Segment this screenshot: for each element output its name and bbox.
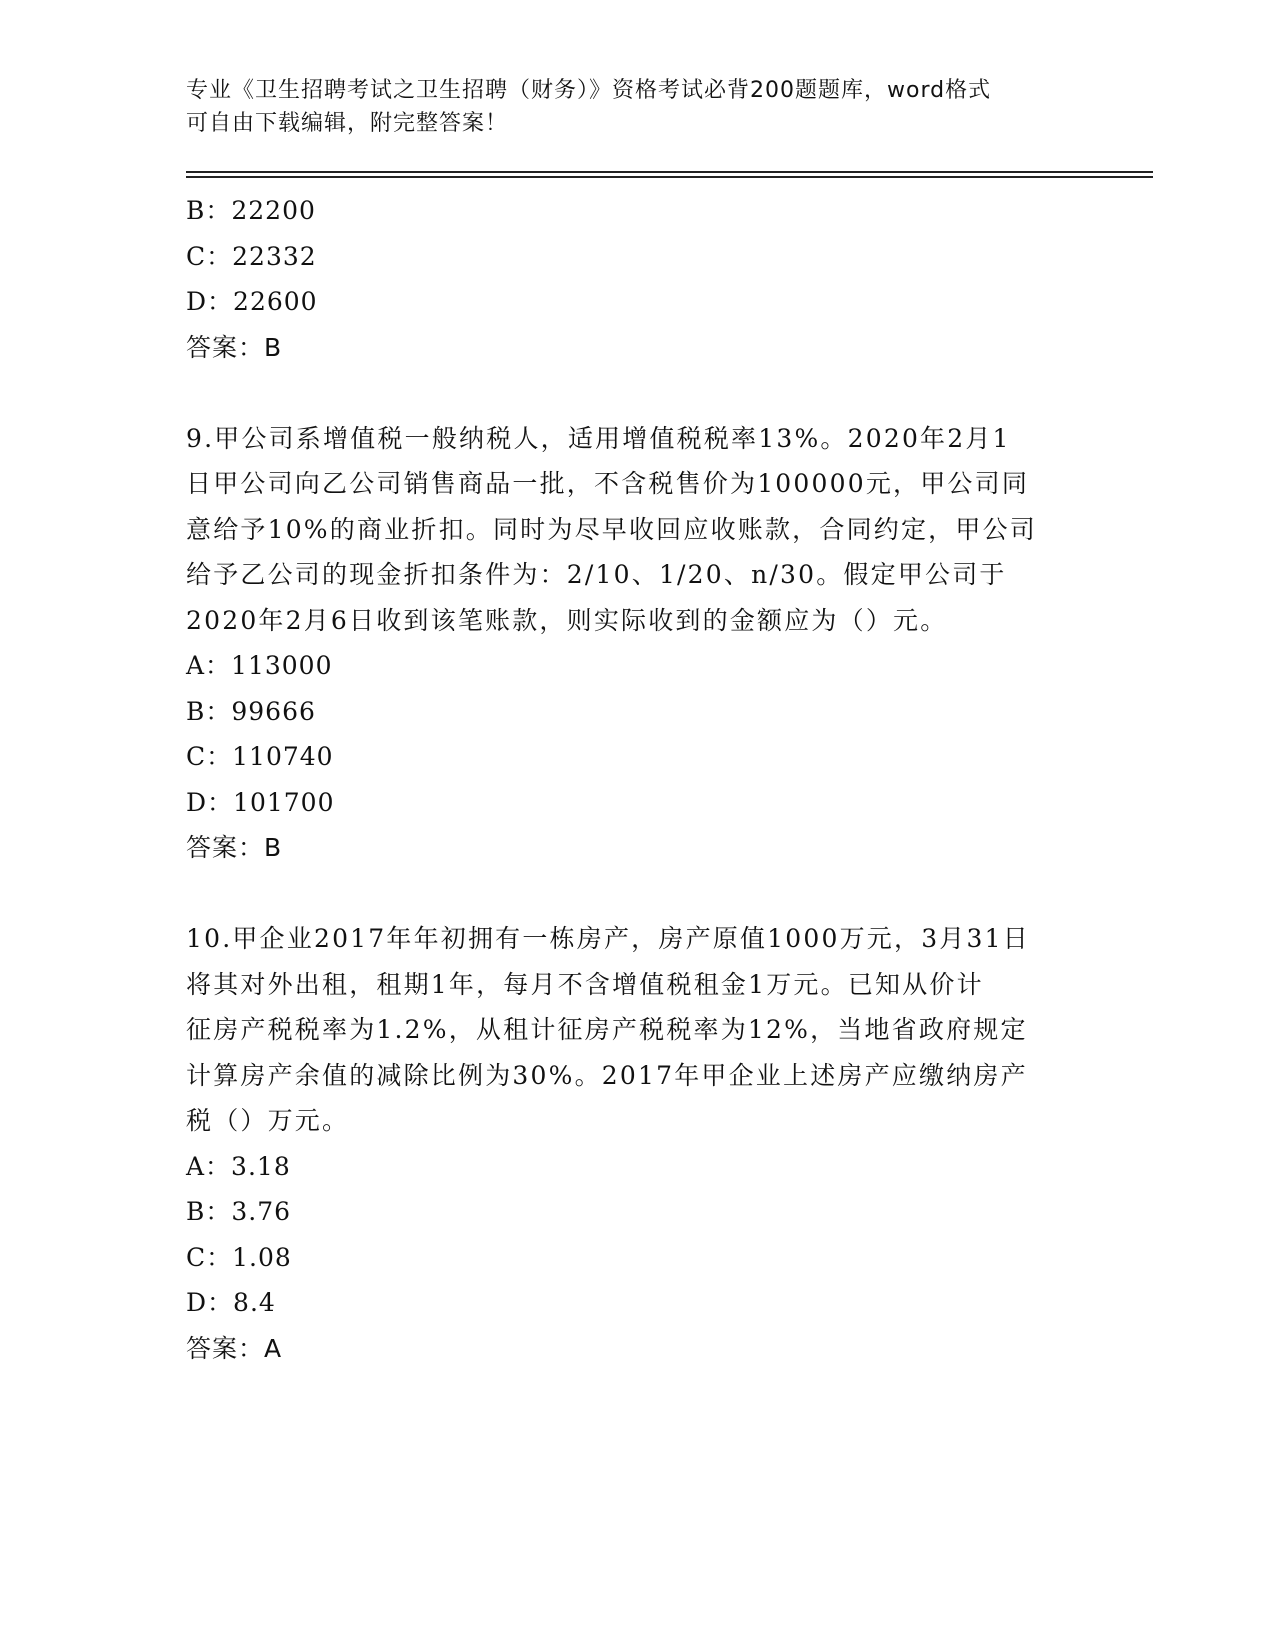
option-a: A：113000: [186, 651, 333, 680]
answer-line: 答案：B: [186, 833, 283, 862]
option-b: B：22200: [186, 196, 316, 225]
question-text-line: 9.甲公司系增值税一般纳税人，适用增值税税率13%。2020年2月1: [186, 423, 1011, 453]
option-d: D：101700: [186, 787, 335, 817]
spacer: [186, 370, 1086, 416]
header-divider-top: [186, 171, 1153, 173]
header-divider-bottom: [186, 176, 1153, 178]
question-text-line: 日甲公司向乙公司销售商品一批，不含税售价为100000元，甲公司同: [186, 469, 1030, 498]
option-c: C：110740: [186, 742, 334, 771]
answer-line: 答案：B: [186, 332, 283, 362]
header-title-line-1: 专业《卫生招聘考试之卫生招聘（财务）》资格考试必背200题题库，word格式: [186, 78, 992, 103]
option-c: C：1.08: [186, 1242, 292, 1272]
spacer: [186, 871, 1086, 917]
option-b: B：3.76: [186, 1197, 292, 1226]
option-a: A：3.18: [186, 1151, 291, 1181]
previous-question-tail: [186, 188, 1086, 370]
option-d: D：8.4: [186, 1288, 276, 1317]
question-text-line: 将其对外出租，租期1年，每月不含增值税租金1万元。已知从价计: [186, 969, 984, 999]
question-9: [186, 416, 1086, 871]
document-header: [186, 74, 1086, 140]
question-10: [186, 916, 1086, 1371]
document-body: [186, 188, 1086, 1371]
question-text-line: 税（）万元。: [186, 1106, 350, 1135]
question-text-line: 征房产税税率为1.2%，从租计征房产税税率为12%，当地省政府规定: [186, 1015, 1028, 1044]
option-c: C：22332: [186, 241, 317, 271]
header-title-line-2: 可自由下载编辑，附完整答案！: [186, 111, 509, 136]
answer-line: 答案：A: [186, 1333, 283, 1363]
question-text-line: 意给予10%的商业折扣。同时为尽早收回应收账款，合同约定，甲公司: [186, 514, 1037, 544]
question-text-line: 2020年2月6日收到该笔账款，则实际收到的金额应为（）元。: [186, 605, 948, 635]
option-d: D：22600: [186, 287, 318, 316]
question-text-line: 10.甲企业2017年年初拥有一栋房产，房产原值1000万元，3月31日: [186, 924, 1030, 953]
question-text-line: 计算房产余值的减除比例为30%。2017年甲企业上述房产应缴纳房产: [186, 1060, 1028, 1090]
question-text-line: 给予乙公司的现金折扣条件为：2/10、1/20、n/30。假定甲公司于: [186, 560, 1007, 589]
option-b: B：99666: [186, 696, 316, 726]
